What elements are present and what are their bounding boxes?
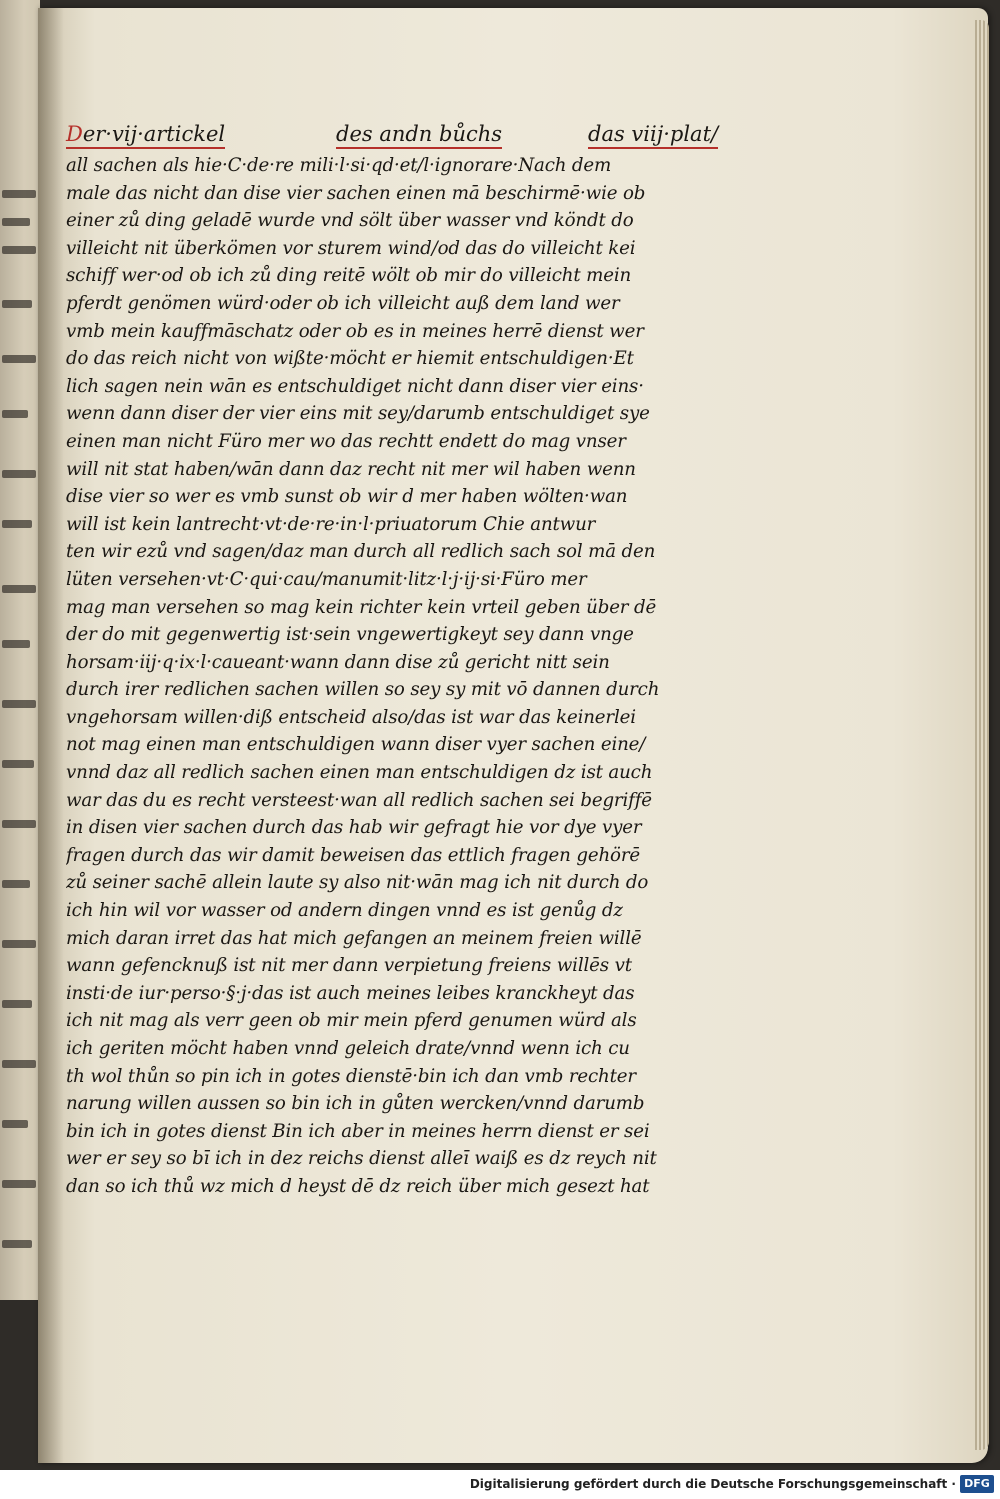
text-line: wer er sey so bī ich in dez reichs dienst alleī waiß es dz reych nit bbox=[66, 1148, 657, 1170]
text-line: schiff wer·od ob ich zů ding reitē wölt ob mir do villeicht mein bbox=[66, 265, 632, 287]
text-line: th wol thůn so pin ich in gotes dienstē·bin ich dan vmb rechter bbox=[66, 1065, 636, 1087]
text-line: pferdt genömen würd·oder ob ich villeicht auß dem land wer bbox=[66, 292, 620, 314]
funding-note: Digitalisierung gefördert durch die Deutsche Forschungsgemeinschaft · bbox=[469, 1477, 956, 1491]
text-line: ich nit mag als verr geen ob mir mein pferd genumen würd als bbox=[66, 1010, 637, 1032]
text-line: lüten versehen·vt·C·qui·cau/manumit·litz·l·j·ij·si·Füro mer bbox=[66, 568, 587, 590]
text-line: will nit stat haben/wān dann daz recht nit mer wil haben wenn bbox=[66, 458, 636, 480]
text-line: insti·de iur·perso·§·j·das ist auch meines leibes kranckheyt das bbox=[66, 982, 635, 1004]
text-line: ich hin wil vor wasser od andern dingen vnnd es ist genůg dz bbox=[66, 900, 623, 922]
text-line: war das du es recht versteest·wan all redlich sachen sei begriffē bbox=[66, 789, 652, 811]
text-line: einen man nicht Füro mer wo das rechtt endett do mag vnser bbox=[66, 430, 626, 452]
text-line: will ist kein lantrecht·vt·de·re·in·l·priuatorum Chie antwur bbox=[66, 513, 596, 535]
text-line: all sachen als hie·C·de·re mili·l·si·qd·et/l·ignorare·Nach dem bbox=[66, 155, 612, 176]
text-line: vnnd daz all redlich sachen einen man entschuldigen dz ist auch bbox=[66, 762, 653, 784]
page-stack-edges bbox=[975, 20, 989, 1450]
text-line: fragen durch das wir damit beweisen das ettlich fragen gehörē bbox=[66, 844, 640, 866]
header-folio: das viij·plat/ bbox=[588, 122, 718, 149]
facing-page-edge bbox=[0, 0, 40, 1300]
header-book: des andn bůchs bbox=[336, 122, 502, 149]
dfg-logo: DFG bbox=[960, 1475, 994, 1493]
body-text bbox=[66, 152, 766, 1201]
running-header bbox=[66, 118, 766, 152]
text-line: ich geriten möcht haben vnnd geleich drate/vnnd wenn ich cu bbox=[66, 1038, 630, 1059]
text-line: in disen vier sachen durch das hab wir gefragt hie vor dye vyer bbox=[66, 817, 642, 839]
text-line: bin ich in gotes dienst Bin ich aber in meines herrn dienst er sei bbox=[66, 1120, 650, 1142]
text-line: wann gefencknuß ist nit mer dann verpietung freiens willēs vt bbox=[66, 955, 632, 977]
text-line: der do mit gegenwertig ist·sein vngewertigkeyt sey dann vnge bbox=[66, 624, 634, 646]
text-line: mich daran irret das hat mich gefangen an meinem freien willē bbox=[66, 927, 642, 949]
text-line: durch irer redlichen sachen willen so sey sy mit vō dannen durch bbox=[66, 679, 660, 701]
text-line: zů seiner sachē allein laute sy also nit·wān mag ich nit durch do bbox=[66, 872, 649, 894]
text-line: do das reich nicht von wißte·möcht er hiemit entschuldigen·Et bbox=[66, 348, 634, 370]
text-line: narung willen aussen so bin ich in gůten wercken/vnnd darumb bbox=[66, 1093, 645, 1115]
text-line: wenn dann diser der vier eins mit sey/darumb entschuldiget sye bbox=[66, 403, 650, 425]
text-line: male das nicht dan dise vier sachen einen mā beschirmē·wie ob bbox=[66, 182, 646, 204]
page-gutter-shadow bbox=[38, 8, 64, 1463]
text-line: dan so ich thů wz mich d heyst dē dz reich über mich gesezt hat bbox=[66, 1175, 650, 1197]
text-line: einer zů ding geladē wurde vnd sölt über wasser vnd köndt do bbox=[66, 210, 634, 232]
text-line: villeicht nit überkömen vor sturem wind/od das do villeicht kei bbox=[66, 237, 636, 259]
text-line: lich sagen nein wān es entschuldiget nicht dann diser vier eins· bbox=[66, 375, 644, 397]
header-article: Der·vij·artickel bbox=[66, 122, 225, 149]
text-line: vngehorsam willen·diß entscheid also/das ist war das keinerlei bbox=[66, 706, 636, 728]
footer-bar bbox=[0, 1470, 1000, 1499]
text-line: mag man versehen so mag kein richter kein vrteil geben über dē bbox=[66, 596, 657, 618]
text-line: ten wir ezů vnd sagen/daz man durch all redlich sach sol mā den bbox=[66, 541, 656, 563]
text-line: not mag einen man entschuldigen wann diser vyer sachen eine/ bbox=[66, 734, 646, 756]
text-line: vmb mein kauffmāschatz oder ob es in meines herrē dienst wer bbox=[66, 320, 644, 342]
text-line: dise vier so wer es vmb sunst ob wir d mer haben wölten·wan bbox=[66, 486, 628, 508]
text-block bbox=[66, 118, 766, 1201]
text-line: horsam·iij·q·ix·l·caueant·wann dann dise zů gericht nitt sein bbox=[66, 651, 610, 673]
